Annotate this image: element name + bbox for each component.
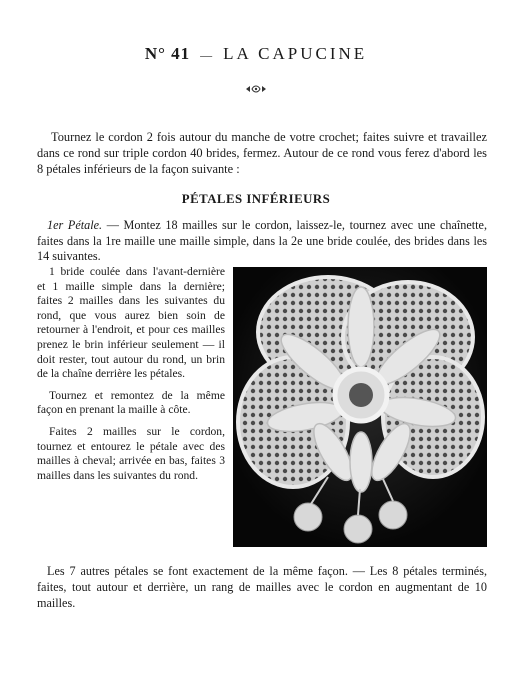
- left-column-text: [37, 265, 225, 490]
- pattern-name: LA CAPUCINE: [223, 44, 368, 63]
- intro-paragraph: Tournez le cordon 2 fois autour du manche de votre crochet; faites suivre et travaillez dans ce rond sur triple cordon 40 brides, fermez. Autour de ce rond vous ferez d'abord les 8 pétales inférieurs de la façon suivante :: [37, 130, 487, 176]
- page-title: [0, 44, 512, 64]
- instruction-paragraph: Tournez et remontez de la même façon en prenant la maille à côte.: [37, 388, 225, 417]
- ornament-icon: [245, 84, 267, 94]
- first-petal-label: 1er Pétale.: [47, 218, 103, 232]
- section-heading: PÉTALES INFÉRIEURS: [181, 192, 331, 206]
- closing-paragraph: Les 7 autres pétales se font exactement de la même façon. — Les 8 pétales terminés, faites, tout autour et derrière, un rang de mailles avec le cordon en augmentant de 10 mailles.: [37, 564, 487, 610]
- pattern-number: N° 41: [144, 44, 191, 63]
- instruction-paragraph: 1 bride coulée dans l'avant-dernière et 1 maille simple dans la dernière; faites 2 mailles dans les suivantes du rond, que vous aurez bien soin de retourner à l'endroit, et pour ces mailles prenez le brin inférieur seulement — il doit rester, tout autour du rond, un brin de la chaîne derrière les pétales.: [37, 265, 225, 381]
- crochet-flower-photo: [233, 267, 487, 547]
- first-petal-paragraph: [37, 218, 487, 265]
- first-petal-text: — Montez 18 mailles sur le cordon, laissez-le, tournez avec une chaînette, faites dans la 1re maille une maille simple, dans la 2e une bride coulée, des brides dans les 14 suivantes.: [37, 218, 487, 263]
- title-separator: —: [200, 47, 214, 62]
- instruction-paragraph: Faites 2 mailles sur le cordon, tournez et entourez le pétale avec des mailles à cheval; arrivée en bas, faites 3 mailles dans les suivantes du rond.: [37, 424, 225, 482]
